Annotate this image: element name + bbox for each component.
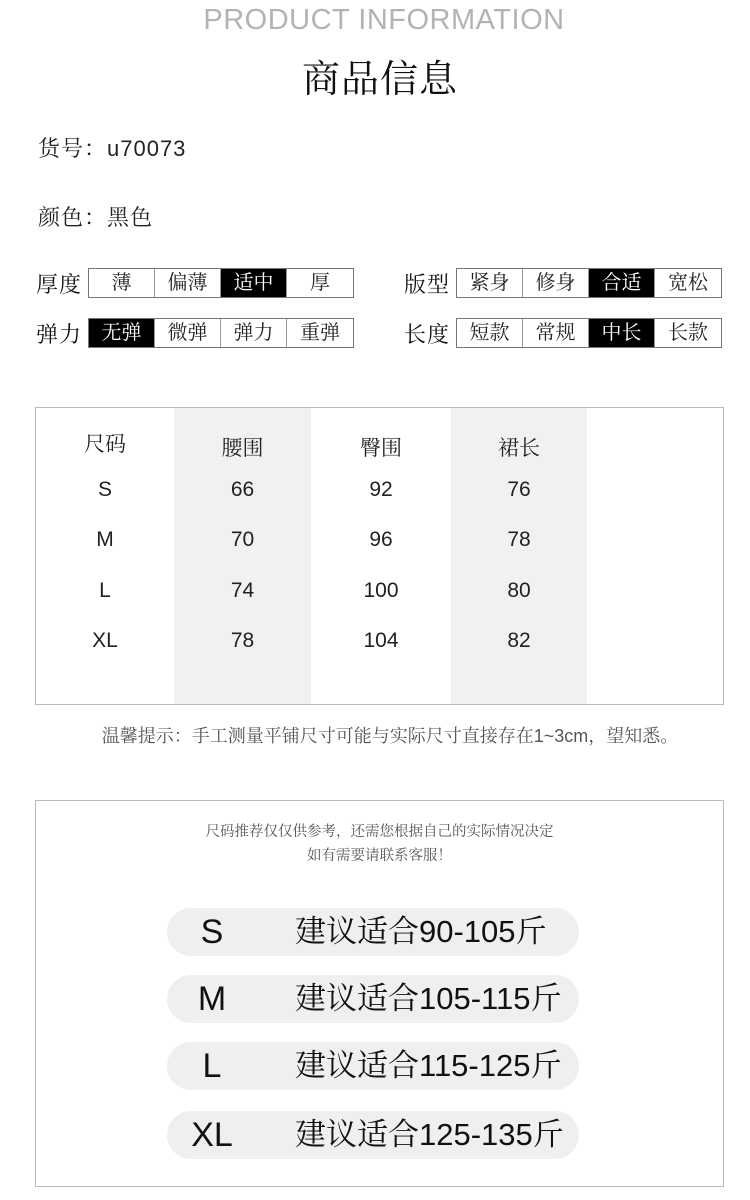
recommendation-item <box>167 1111 579 1159</box>
attr-label: 长度 <box>404 321 451 347</box>
attr-option: 重弹 <box>300 322 340 344</box>
table-cell: 104 <box>363 629 399 652</box>
page-title: 商品信息 <box>301 59 458 101</box>
column-header: 臀围 <box>360 437 402 460</box>
column-header: 尺码 <box>84 433 126 456</box>
recommendation-size: L <box>202 1047 222 1085</box>
attr-label: 弹力 <box>36 321 83 347</box>
recommendation-size: XL <box>191 1116 233 1154</box>
column-header: 腰围 <box>221 437 264 460</box>
recommendation-size: M <box>197 980 227 1018</box>
attr-options <box>88 268 354 298</box>
table-cell: 96 <box>369 528 393 551</box>
attr-option: 短款 <box>457 319 523 347</box>
item-number: 货号：u70073 <box>38 136 187 161</box>
table-cell: 82 <box>507 629 531 652</box>
size-recommendation <box>35 800 724 1187</box>
table-cell: 78 <box>507 528 531 551</box>
attr-option: 修身 <box>523 269 589 297</box>
table-cell: M <box>96 528 114 551</box>
recommendation-text: 建议适合115-125斤 <box>295 1048 562 1083</box>
attr-option: 紧身 <box>457 269 523 297</box>
attr-options <box>88 318 354 348</box>
attr-length <box>404 318 722 348</box>
attr-option: 长款 <box>668 322 708 344</box>
recommendation-contact: 如有需要请联系客服！ <box>307 848 452 864</box>
attr-option: 薄 <box>89 269 155 297</box>
table-cell: 66 <box>230 478 255 501</box>
attr-option: 宽松 <box>668 272 708 294</box>
table-cell: 70 <box>230 528 255 551</box>
attr-option: 厚 <box>310 272 330 294</box>
size-table <box>35 407 724 705</box>
table-cell: 80 <box>507 579 531 602</box>
table-cell: XL <box>92 629 118 652</box>
attr-fit <box>404 268 722 298</box>
attr-label: 版型 <box>404 271 451 297</box>
table-cell: 74 <box>230 579 255 602</box>
color-info: 颜色：黑色 <box>38 205 154 230</box>
recommendation-text: 建议适合125-135斤 <box>295 1117 564 1152</box>
english-title: PRODUCT INFORMATION <box>203 4 565 36</box>
attr-option: 偏薄 <box>155 269 221 297</box>
attr-option-selected: 适中 <box>221 269 287 297</box>
attr-options <box>456 318 722 348</box>
table-cell: L <box>99 579 111 602</box>
attr-option-selected: 中长 <box>589 319 655 347</box>
table-cell: 76 <box>507 478 531 501</box>
recommendation-note: 尺码推荐仅仅供参考，还需您根据自己的实际情况决定 <box>205 824 554 840</box>
table-cell: 78 <box>230 629 255 652</box>
recommendation-item <box>167 1042 579 1090</box>
attr-option-selected: 无弹 <box>89 319 155 347</box>
recommendation-item <box>167 908 579 956</box>
table-cell: 92 <box>369 478 393 501</box>
recommendation-item <box>167 975 579 1023</box>
attr-option: 微弹 <box>155 319 221 347</box>
attr-thickness <box>36 268 354 298</box>
attr-option-selected: 合适 <box>589 269 655 297</box>
recommendation-text: 建议适合105-115斤 <box>295 981 562 1016</box>
table-cell: S <box>97 478 112 501</box>
measurement-tip: 温馨提示：手工测量平铺尺寸可能与实际尺寸直接存在1~3cm，望知悉。 <box>101 726 679 746</box>
attr-label: 厚度 <box>36 271 83 297</box>
recommendation-size: S <box>200 913 224 951</box>
attr-options <box>456 268 722 298</box>
table-cell: 100 <box>363 579 399 602</box>
attr-option: 常规 <box>523 319 589 347</box>
attr-option: 弹力 <box>221 319 287 347</box>
attr-elasticity <box>36 318 354 348</box>
column-header: 裙长 <box>498 437 540 460</box>
recommendation-text: 建议适合90-105斤 <box>295 914 547 949</box>
